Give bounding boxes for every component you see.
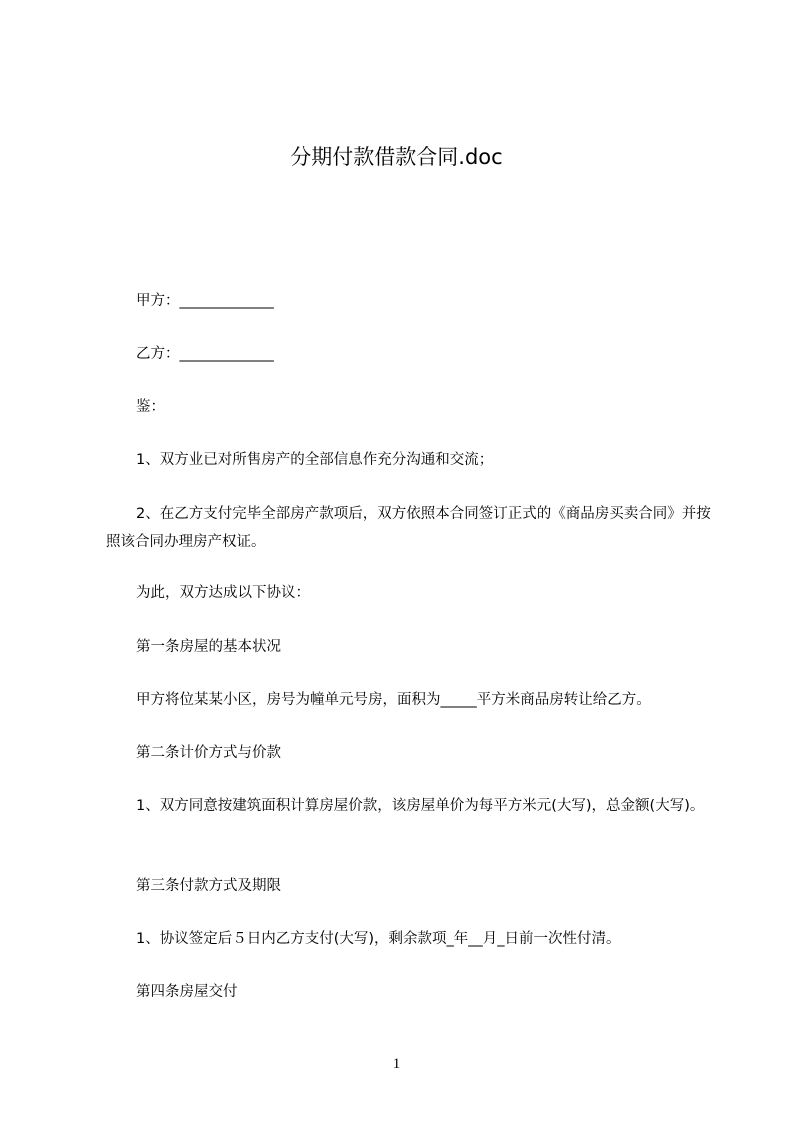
article-3-title: 第三条付款方式及期限	[136, 878, 281, 894]
party-a-line: 甲方：_____________	[136, 293, 274, 309]
article-1-body: 甲方将位某某小区，房号为幢单元号房，面积为_____平方米商品房转让给乙方。	[136, 692, 651, 708]
party-b-line: 乙方：_____________	[136, 346, 274, 362]
article-2-body: 1、双方同意按建筑面积计算房屋价款，该房屋单价为每平方米元(大写)，总金额(大写)。	[136, 798, 705, 814]
article-4-title: 第四条房屋交付	[136, 984, 238, 1000]
article-2-title: 第二条计价方式与价款	[136, 745, 281, 761]
article-1-title: 第一条房屋的基本状况	[136, 639, 281, 655]
recital-1: 1、双方业已对所售房产的全部信息作充分沟通和交流；	[136, 452, 494, 468]
agreement-intro: 为此，双方达成以下协议：	[136, 585, 310, 601]
recital-2: 2、在乙方支付完毕全部房产款项后，双方依照本合同签订正式的《商品房买卖合同》并按照该合同办理房产权证。	[106, 506, 711, 550]
document-title: 分期付款借款合同.doc	[290, 145, 503, 169]
whereas-heading: 鉴：	[136, 399, 165, 415]
page-number: 1	[392, 1056, 401, 1072]
article-3-body: 1、协议签定后５日内乙方支付(大写)，剩余款项_年__月_日前一次性付清。	[136, 931, 621, 947]
